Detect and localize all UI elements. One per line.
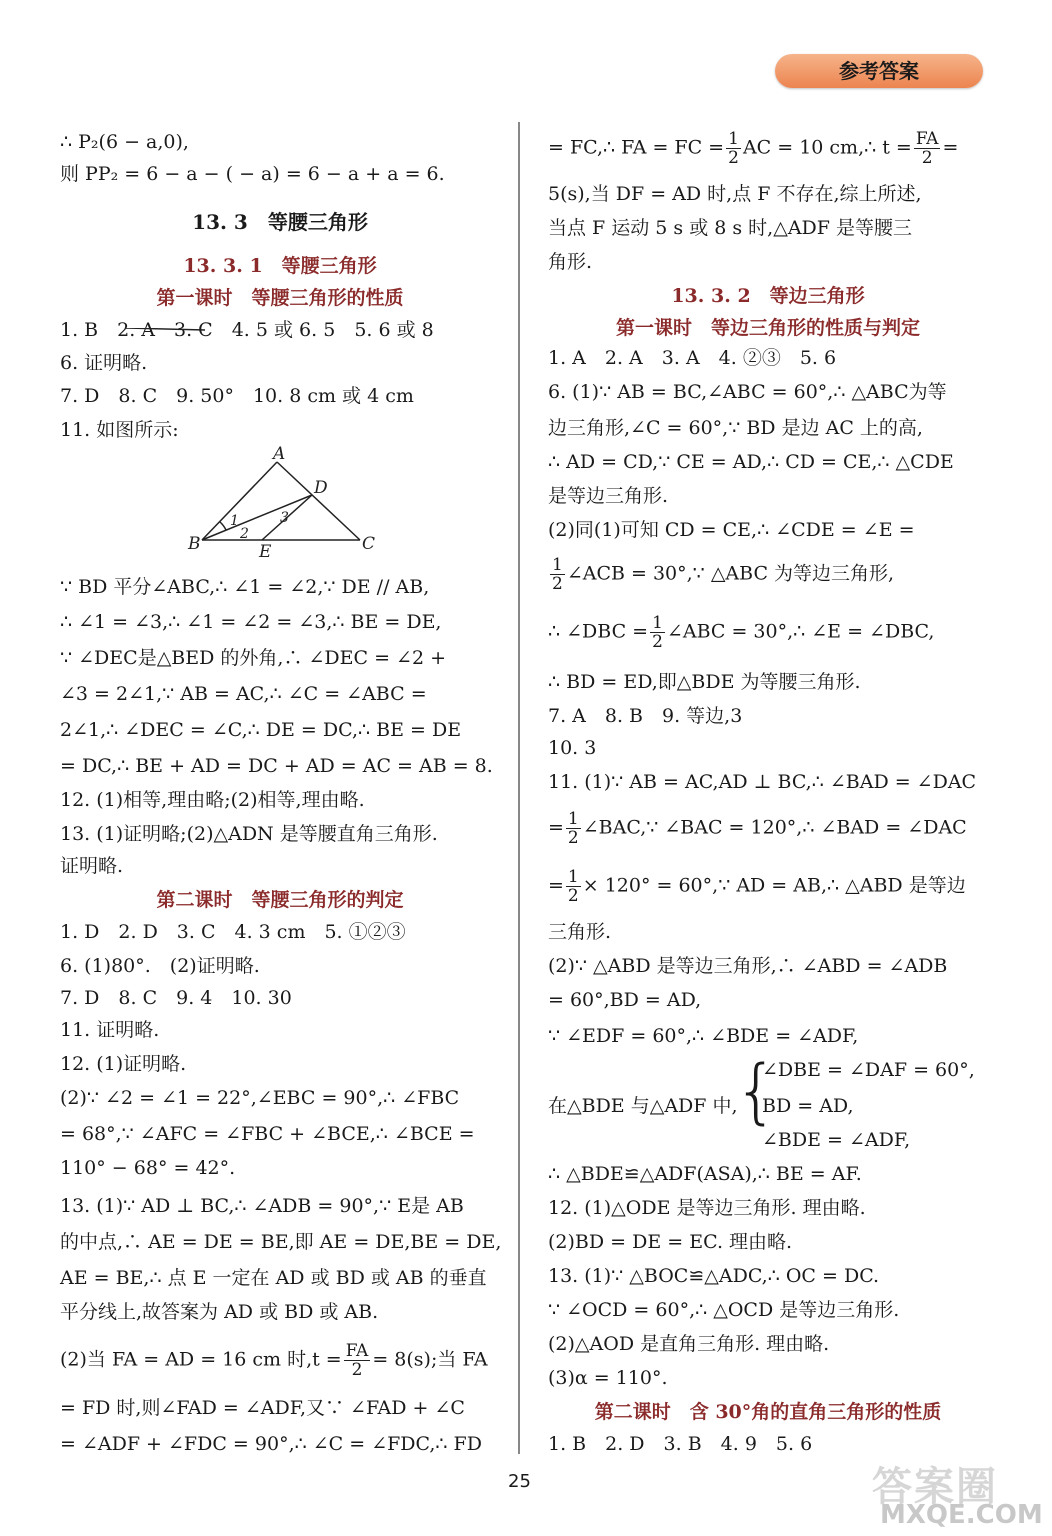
text-line: (3)α = 110°. [548,1367,668,1389]
column-divider [518,122,520,1454]
subsection-heading: 13. 3. 2 等边三角形 [671,285,865,307]
page-number: 25 [508,1471,531,1492]
answer-line: 1. D 2. D 3. C 4. 3 cm 5. ①②③ [60,921,406,943]
text-line: (2)△AOD 是直角三角形. 理由略. [548,1333,830,1355]
subsection-heading: 13. 3. 1 等腰三角形 [183,255,377,277]
angle-2-label: 2 [240,526,249,542]
answer-line: 7. A 8. B 9. 等边,3 [548,705,743,727]
answer-line: 1. B 2. D 3. B 4. 9 5. 6 [548,1433,813,1455]
text-line: = FD 时,则∠FAD = ∠ADF,又∵ ∠FAD + ∠C [60,1397,465,1419]
text-line: ∵ ∠EDF = 60°,∴ ∠BDE = ∠ADF, [548,1025,859,1047]
text-line: 当点 F 运动 5 s 或 8 s 时,△ADF 是等腰三 [548,217,913,239]
segment-bd [202,495,312,540]
text-line: (2)BD = DE = EC. 理由略. [548,1231,793,1253]
lesson-heading: 第一课时 等边三角形的性质与判定 [615,317,920,339]
triangle-figure [125,328,385,458]
text-line: ∴ △BDE≌△ADF(ASA),∴ BE = AF. [548,1163,862,1185]
text-line: 5(s),当 DF = AD 时,点 F 不存在,综上所述, [548,183,922,205]
text-line: 13. (1)∵ △BOC≌△ADC,∴ OC = DC. [548,1265,880,1287]
text-line: 边三角形,∠C = 60°,∵ BD 是边 AC 上的高, [548,417,923,439]
fraction: $\frac{1}{2}$ [728,129,739,168]
text-line: (2)当 FA = AD = 16 cm 时,t = $\frac{FA}{2}$ = 8(s);当 FA [60,1341,488,1380]
text-line: 角形. [548,251,593,273]
text-line: AE = BE,∴ 点 E 一定在 AD 或 BD 或 AB 的垂直 [60,1267,487,1289]
text-line: ∴ BD = ED,即△BDE 为等腰三角形. [548,671,861,693]
lesson-heading: 第二课时 等腰三角形的判定 [156,889,404,911]
text-line: 是等边三角形. [548,485,669,507]
text-line: ∴ ∠1 = ∠3,∴ ∠1 = ∠2 = ∠3,∴ BE = DE, [60,611,442,633]
text-line: $\frac{1}{2}$ ∠ACB = 30°,∵ △ABC 为等边三角形, [552,555,895,594]
text-line: 12. (1)△ODE 是等边三角形. 理由略. [548,1197,866,1219]
fraction: $\frac{FA}{2}$ [345,1341,369,1380]
text-line: 的中点,∴ AE = DE = BE,即 AE = DE,BE = DE, [60,1231,502,1253]
fraction: $\frac{1}{2}$ [567,809,579,848]
text-line: 110° − 68° = 42°. [60,1157,236,1179]
text-line: 6. (1)∵ AB = BC,∠ABC = 60°,∴ △ABC为等 [548,381,947,403]
text-line: = $\frac{1}{2}$ ∠BAC,∵ ∠BAC = 120°,∴ ∠BAD = ∠DAC [548,809,967,848]
answer-line: 11. 证明略. [60,1019,160,1041]
answer-line: 7. D 8. C 9. 50° 10. 8 cm 或 4 cm [60,385,414,407]
angle-3-label: 3 [280,510,289,526]
answer-line: 1. A 2. A 3. A 4. ②③ 5. 6 [548,347,837,369]
answer-line: 11. 如图所示: [60,419,179,441]
angle-1-label: 1 [230,513,239,529]
system-brace: { [734,1050,779,1132]
label-c: C [362,534,376,554]
text-line: ∴ ∠DBC = $\frac{1}{2}$ ∠ABC = 30°,∴ ∠E = ∠DBC, [548,613,935,652]
answer-line: 6. (1)80°. (2)证明略. [60,955,260,977]
lesson-heading: 第二课时 含 30°角的直角三角形的性质 [594,1401,942,1423]
watermark-url: MXQE.COM [880,1500,1043,1530]
system-prefix: 在△BDE 与△ADF 中, [548,1095,738,1117]
angle-arc [220,522,226,530]
system-line: ∠BDE = ∠ADF, [762,1129,911,1151]
text-line: ∴ AD = CD,∵ CE = AD,∴ CD = CE,∴ △CDE [548,451,954,473]
text-line: ∵ BD 平分∠ABC,∴ ∠1 = ∠2,∵ DE // AB, [60,576,430,598]
text-line: 11. (1)∵ AB = AC,AD ⊥ BC,∴ ∠BAD = ∠DAC [548,771,977,793]
text-line: ∵ ∠OCD = 60°,∴ △OCD 是等边三角形. [548,1299,900,1321]
text-line: 13. (1)∵ AD ⊥ BC,∴ ∠ADB = 90°,∵ E是 AB [60,1195,464,1217]
answer-key-badge: 参考答案 [775,54,983,88]
answer-line: 6. 证明略. [60,352,148,374]
text-line: 2∠1,∴ ∠DEC = ∠C,∴ DE = DC,∴ BE = DE [60,719,462,741]
text-line: (2)∵ △ABD 是等边三角形,∴ ∠ABD = ∠ADB [548,955,948,977]
text-line: ∠3 = 2∠1,∵ AB = AC,∴ ∠C = ∠ABC = [60,683,427,705]
text-line: = $\frac{1}{2}$ × 120° = 60°,∵ AD = AB,∴ △ABD 是等边 [548,867,966,906]
text-line: (2)同(1)可知 CD = CE,∴ ∠CDE = ∠E = [548,519,915,541]
fraction: $\frac{1}{2}$ [652,613,663,652]
lesson-heading: 第一课时 等腰三角形的性质 [156,287,404,309]
text-line: 13. (1)证明略;(2)△ADN 是等腰直角三角形. [60,823,438,845]
answer-line: 7. D 8. C 9. 4 10. 30 [60,987,292,1009]
label-a: A [273,445,286,464]
text-line: (2)∵ ∠2 = ∠1 = 22°,∠EBC = 90°,∴ ∠FBC [60,1087,460,1109]
fraction: $\frac{1}{2}$ [567,867,579,906]
label-b: B [188,534,201,554]
text-line: = 68°,∵ ∠AFC = ∠FBC + ∠BCE,∴ ∠BCE = [60,1123,475,1145]
answer-line: 10. 3 [548,737,597,759]
section-heading: 13. 3 等腰三角形 [192,210,368,234]
text-line: ∴ P₂(6 − a,0), [60,131,189,153]
text-line: 证明略. [60,855,124,877]
text-line: 12. (1)相等,理由略;(2)相等,理由略. [60,789,365,811]
text-line: = DC,∴ BE + AD = DC + AD = AC = AB = 8. [60,755,493,777]
system-line: BD = AD, [762,1095,854,1117]
fraction: $\frac{FA}{2}$ [915,129,939,168]
answer-line: 1. B 2. A 3. C 4. 5 或 6. 5 5. 6 或 8 [60,319,434,341]
system-line: ∠DBE = ∠DAF = 60°, [762,1059,975,1081]
triangle-abc-figure [180,445,390,565]
segment-ac [277,462,360,540]
watermark-logo: 答案圈 [872,1464,998,1510]
label-e: E [259,542,272,562]
fraction: $\frac{1}{2}$ [552,555,563,594]
text-line: 三角形. [548,921,612,943]
text-line: ∵ ∠DEC是△BED 的外角,∴ ∠DEC = ∠2 + [60,647,447,669]
triangle-lines [125,328,205,330]
answer-line: 12. (1)证明略. [60,1053,187,1075]
text-line: 则 PP₂ = 6 − a − ( − a) = 6 − a + a = 6. [60,163,445,185]
label-d: D [314,478,328,498]
text-line: 平分线上,故答案为 AD 或 BD 或 AB. [60,1301,379,1323]
text-line: = ∠ADF + ∠FDC = 90°,∴ ∠C = ∠FDC,∴ FD [60,1433,482,1455]
text-line: = 60°,BD = AD, [548,989,702,1011]
text-line: = FC,∴ FA = FC = $\frac{1}{2}$ AC = 10 cm,∴ t = $\frac{FA}{2}$ = [548,129,959,168]
